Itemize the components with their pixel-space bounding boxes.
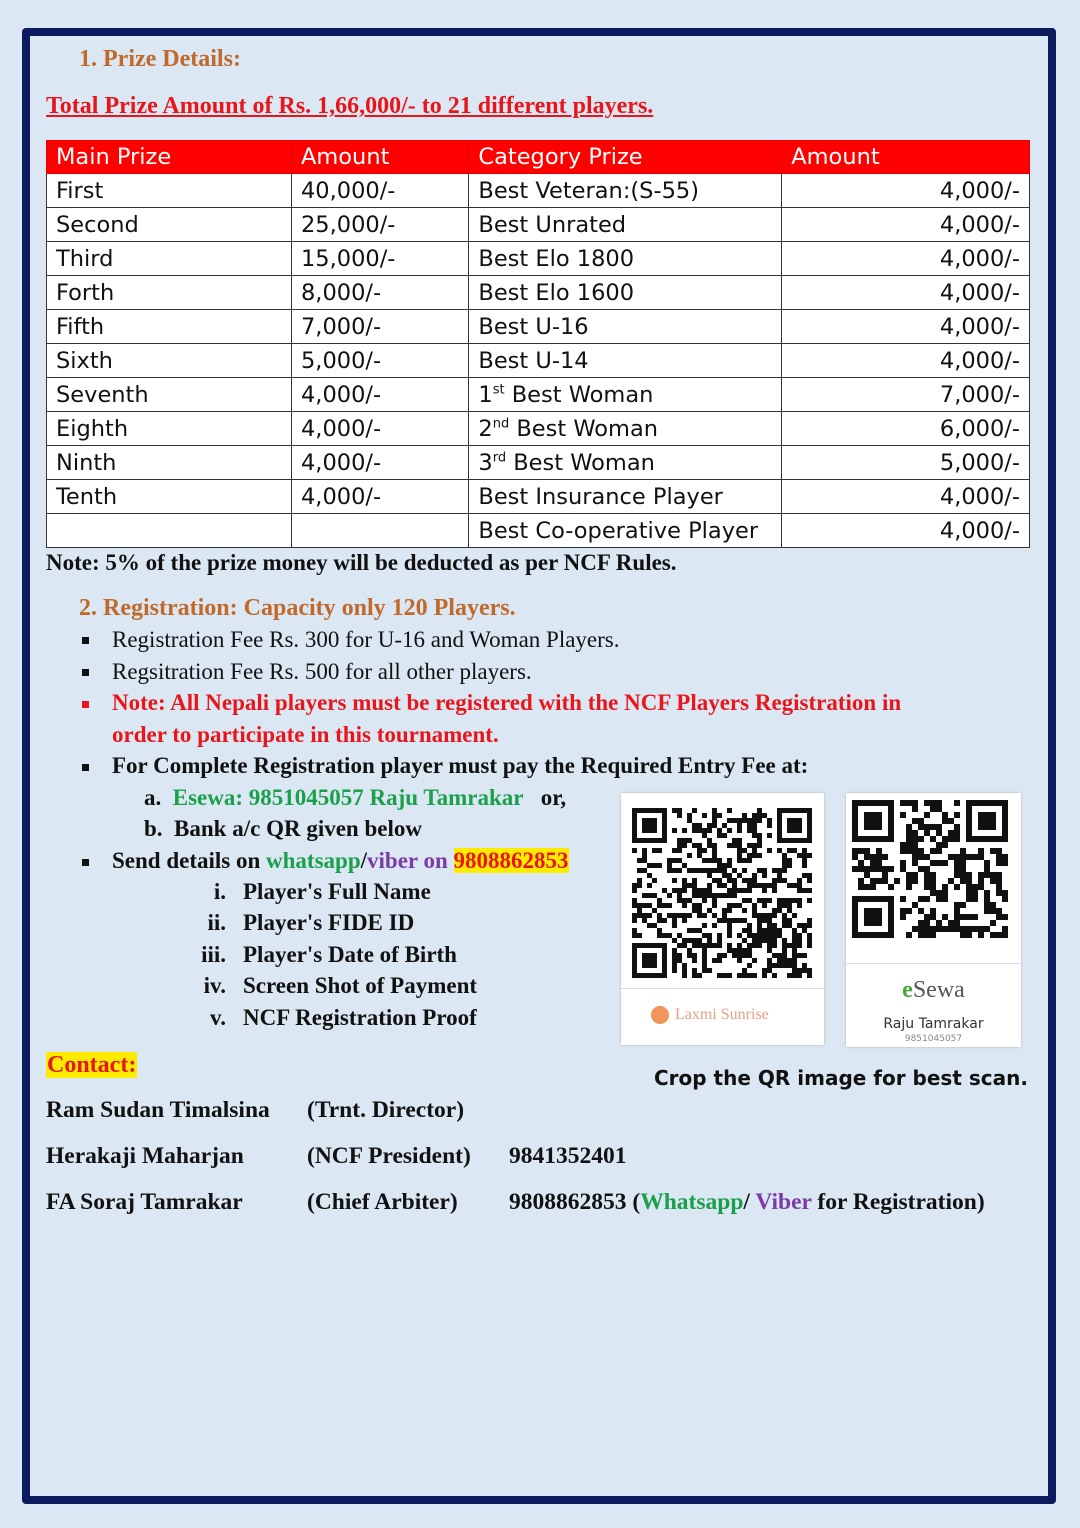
esewa-qr-code xyxy=(852,800,1012,942)
whatsapp-text: Whatsapp xyxy=(640,1189,744,1215)
detail-number: iii. xyxy=(201,942,226,967)
registration-fee-u16: Registration Fee Rs. 300 for U-16 and Woman Players. xyxy=(112,627,620,652)
send-prefix: Send details on xyxy=(112,848,267,873)
table-row xyxy=(47,378,1030,412)
esewa-logo-text: Sewa xyxy=(912,977,965,1003)
qr-crop-caption: Crop the QR image for best scan. xyxy=(654,1066,1028,1090)
bullet-marker xyxy=(82,669,89,676)
category-amount-cell: 4,000/- xyxy=(782,208,1030,242)
category-ordinal-suffix: nd xyxy=(492,416,510,431)
detail-item: Screen Shot of Payment xyxy=(243,973,478,998)
contact-name: FA Soraj Tamrakar xyxy=(46,1189,243,1215)
bullet-marker xyxy=(82,764,89,771)
category-name: Best Woman xyxy=(509,415,659,442)
contact-phone: 9808862853 xyxy=(509,1189,627,1215)
main-prize-cell: Second xyxy=(47,208,292,242)
detail-number: i. xyxy=(213,879,226,904)
send-details-line xyxy=(112,848,569,874)
or-text: or, xyxy=(540,785,567,810)
main-amount-cell: 7,000/- xyxy=(291,310,468,344)
viber-text: viber xyxy=(367,848,418,873)
ncf-registration-note-line2: order to participate in this tournament. xyxy=(112,722,499,747)
prize-table xyxy=(46,140,1030,548)
category-cell: Best Elo 1800 xyxy=(469,242,782,276)
deduction-note: Note: 5% of the prize money will be deducted as per NCF Rules. xyxy=(46,550,677,575)
sunrise-logo-icon xyxy=(651,1006,669,1024)
category-cell xyxy=(469,378,782,412)
esewa-account-name: Raju Tamrakar xyxy=(883,1016,984,1032)
main-prize-cell: Ninth xyxy=(47,446,292,480)
category-cell: Best U-14 xyxy=(469,344,782,378)
table-row xyxy=(47,480,1030,514)
table-row xyxy=(47,514,1030,548)
main-prize-cell xyxy=(47,514,292,548)
contact-heading-wrap xyxy=(46,1052,137,1079)
contact-name: Ram Sudan Timalsina xyxy=(46,1097,270,1123)
entry-fee-instruction: For Complete Registration player must pay the Required Entry Fee at: xyxy=(112,753,809,778)
option-b-label: b. xyxy=(144,816,163,841)
table-row xyxy=(47,276,1030,310)
payment-option-b xyxy=(144,816,422,842)
ncf-registration-note-line1: Note: All Nepali players must be registered with the NCF Players Registration in xyxy=(112,690,902,715)
category-name: Best Woman xyxy=(504,381,654,408)
bullet-marker xyxy=(82,637,89,644)
category-ordinal: 3 xyxy=(478,449,493,476)
contact-heading: Contact: xyxy=(47,1052,137,1078)
category-amount-cell: 4,000/- xyxy=(782,242,1030,276)
whatsapp-text: whatsapp xyxy=(266,848,361,873)
main-amount-cell: 4,000/- xyxy=(291,480,468,514)
detail-number: v. xyxy=(210,1005,226,1030)
main-prize-cell: Sixth xyxy=(47,344,292,378)
main-amount-cell: 4,000/- xyxy=(291,446,468,480)
category-cell: Best U-16 xyxy=(469,310,782,344)
category-cell: Best Veteran:(S-55) xyxy=(469,174,782,208)
main-prize-cell: Eighth xyxy=(47,412,292,446)
registration-note: for Registration) xyxy=(811,1189,985,1215)
bank-name: Laxmi Sunrise xyxy=(675,1006,769,1023)
contact-role: (Chief Arbiter) xyxy=(307,1189,458,1215)
category-amount-cell: 4,000/- xyxy=(782,310,1030,344)
category-cell xyxy=(469,446,782,480)
header-category-amount: Amount xyxy=(782,141,1030,174)
table-row xyxy=(47,310,1030,344)
table-row xyxy=(47,412,1030,446)
detail-number: iv. xyxy=(203,973,226,998)
bullet-marker xyxy=(82,701,89,708)
contact-role: (NCF President) xyxy=(307,1143,471,1169)
payment-option-a xyxy=(144,785,566,811)
table-row xyxy=(47,208,1030,242)
detail-number: ii. xyxy=(207,910,226,935)
card-divider xyxy=(846,963,1021,964)
viber-text: Viber xyxy=(755,1189,812,1215)
table-row xyxy=(47,242,1030,276)
main-prize-cell: Fifth xyxy=(47,310,292,344)
category-amount-cell: 4,000/- xyxy=(782,174,1030,208)
table-row xyxy=(47,344,1030,378)
main-prize-cell: Seventh xyxy=(47,378,292,412)
category-amount-cell: 4,000/- xyxy=(782,480,1030,514)
category-cell: Best Unrated xyxy=(469,208,782,242)
bank-logo xyxy=(651,1006,821,1024)
category-cell: Best Co-operative Player xyxy=(469,514,782,548)
category-amount-cell: 4,000/- xyxy=(782,276,1030,310)
table-row xyxy=(47,446,1030,480)
main-prize-cell: Tenth xyxy=(47,480,292,514)
main-amount-cell xyxy=(291,514,468,548)
bullet-marker xyxy=(82,859,89,866)
registration-phone-number: 9808862853 xyxy=(453,848,569,873)
main-amount-cell: 25,000/- xyxy=(291,208,468,242)
header-main-prize: Main Prize xyxy=(47,141,292,174)
contact-name: Herakaji Maharjan xyxy=(46,1143,244,1169)
bank-qr-code xyxy=(632,808,812,978)
category-ordinal-suffix: rd xyxy=(492,450,507,465)
slash-text: / xyxy=(360,848,368,873)
total-prize-line: Total Prize Amount of Rs. 1,66,000/- to 21 different players. xyxy=(46,93,654,119)
category-amount-cell: 7,000/- xyxy=(782,378,1030,412)
detail-item: Player's FIDE ID xyxy=(243,910,415,935)
esewa-logo-e: e xyxy=(902,977,913,1003)
main-prize-cell: Forth xyxy=(47,276,292,310)
main-amount-cell: 40,000/- xyxy=(291,174,468,208)
prize-details-heading: 1. Prize Details: xyxy=(79,46,241,72)
bank-qr-card xyxy=(621,793,824,1045)
esewa-logo xyxy=(846,977,1021,1004)
contact-role: (Trnt. Director) xyxy=(307,1097,465,1123)
bank-qr-info: Bank a/c QR given below xyxy=(174,816,422,841)
registration-heading: 2. Registration: Capacity only 120 Players. xyxy=(79,595,516,621)
card-divider xyxy=(621,988,824,989)
main-prize-cell: First xyxy=(47,174,292,208)
registration-fee-others: Regsitration Fee Rs. 500 for all other players. xyxy=(112,659,532,684)
category-ordinal: 2 xyxy=(478,415,493,442)
category-cell: Best Elo 1600 xyxy=(469,276,782,310)
category-name: Best Woman xyxy=(506,449,655,476)
esewa-payment-info: Esewa: 9851045057 Raju Tamrakar xyxy=(172,785,524,810)
header-category-prize: Category Prize xyxy=(469,141,782,174)
category-cell xyxy=(469,412,782,446)
prize-table-header xyxy=(47,141,1030,174)
detail-item: Player's Date of Birth xyxy=(243,942,457,967)
slash-text: / xyxy=(743,1189,756,1215)
category-amount-cell: 4,000/- xyxy=(782,344,1030,378)
header-amount: Amount xyxy=(291,141,468,174)
main-amount-cell: 5,000/- xyxy=(291,344,468,378)
main-amount-cell: 4,000/- xyxy=(291,412,468,446)
category-ordinal: 1 xyxy=(478,381,493,408)
category-ordinal-suffix: st xyxy=(492,382,505,397)
category-cell: Best Insurance Player xyxy=(469,480,782,514)
table-row xyxy=(47,174,1030,208)
detail-item: Player's Full Name xyxy=(243,879,431,904)
category-amount-cell: 4,000/- xyxy=(782,514,1030,548)
main-amount-cell: 15,000/- xyxy=(291,242,468,276)
esewa-qr-card xyxy=(846,793,1021,1047)
category-amount-cell: 6,000/- xyxy=(782,412,1030,446)
main-amount-cell: 4,000/- xyxy=(291,378,468,412)
contact-phone: 9841352401 xyxy=(509,1143,627,1169)
esewa-account-number: 9851045057 xyxy=(904,1034,963,1044)
option-a-label: a. xyxy=(144,785,162,810)
category-amount-cell: 5,000/- xyxy=(782,446,1030,480)
detail-item: NCF Registration Proof xyxy=(243,1005,477,1030)
main-prize-cell: Third xyxy=(47,242,292,276)
main-amount-cell: 8,000/- xyxy=(291,276,468,310)
paren-open: ( xyxy=(626,1189,641,1215)
contact-phone-registration xyxy=(509,1189,985,1216)
on-text: on xyxy=(417,848,454,873)
